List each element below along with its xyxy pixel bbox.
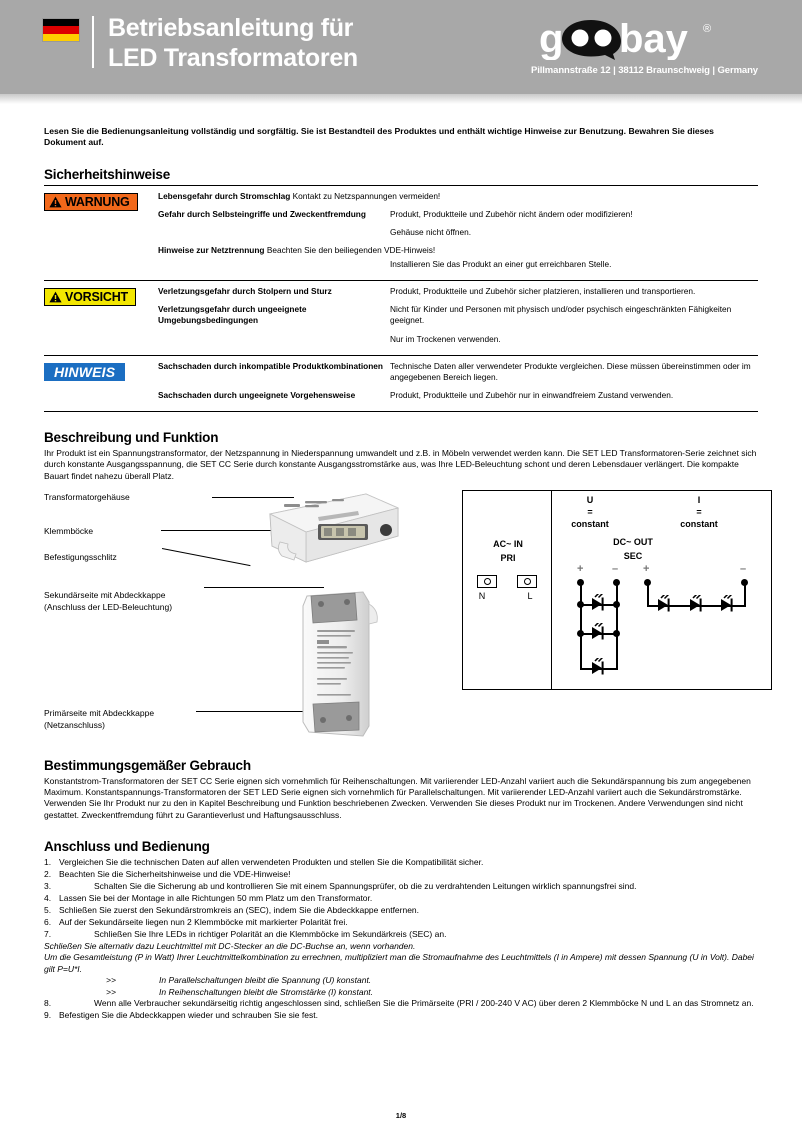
circuit-label-l: L	[527, 590, 533, 601]
circuit-label-sec: SEC	[623, 550, 643, 561]
step-text: Schalten Sie die Sicherung ab und kontrollieren Sie mit einem Spannungsprüfer, ob die zu verdrahtenden Leitungen wirklich spannungsfrei sind.	[94, 881, 637, 892]
safety-row-text: Produkt, Produktteile und Zubehör sicher platzieren, installieren und transportieren.	[390, 286, 696, 297]
safety-row-text: Technische Daten aller verwendeter Produkte vergleichen. Diese müssen übereinstimmen oder im angegebenen Bereich liegen.	[390, 360, 751, 382]
arrow-note	[44, 975, 758, 986]
list-item	[44, 881, 758, 892]
arrow-marker: >>	[106, 975, 116, 986]
arrow-note	[44, 987, 758, 998]
steps-list	[44, 857, 758, 1022]
step-text: Auf der Sekundärseite liegen nun 2 Klemmböcke mit markierter Polarität frei.	[59, 916, 348, 927]
circuit-wire	[616, 582, 618, 650]
polarity-plus-parallel: +	[577, 562, 584, 575]
list-item	[44, 905, 758, 916]
warning-triangle-icon	[49, 196, 62, 208]
circuit-label-pri: PRI	[500, 552, 516, 563]
safety-row	[158, 191, 758, 202]
safety-row-heading: Sachschaden durch ungeeignete Vorgehensweise	[158, 389, 356, 400]
safety-row-text: Kontakt zu Netzspannungen vermeiden!	[292, 190, 441, 201]
list-item	[44, 929, 758, 940]
warning-badge-label: WARNUNG	[65, 194, 130, 209]
warning-rows	[158, 191, 758, 274]
german-flag-icon	[42, 18, 80, 42]
arrow-marker: >>	[106, 986, 116, 997]
figure-label-terminals: Klemmböcke	[44, 525, 94, 536]
led-icon	[589, 623, 607, 643]
safety-row-text: Beachten Sie den beiliegenden VDE-Hinweis!	[266, 245, 436, 256]
safety-row-text: Produkt, Produktteile und Zubehör nicht ändern oder modifizieren!	[390, 208, 633, 219]
circuit-label-u-eq: =	[587, 506, 593, 517]
step-text: Schließen Sie Ihre LEDs in richtiger Polarität an die Klemmböcke im Sekundärkreis (SEC) an.	[94, 928, 447, 939]
notice-badge: HINWEIS	[44, 363, 125, 381]
page-title-line2: LED Transformatoren	[108, 43, 358, 72]
intended-use-text: Konstantstrom-Transformatoren der SET CC Serie eignen sich vornehmlich für Reihenschaltungen. Mit variierender LED-Anzahl variiert auch die Sekundärspannung bis zum angegebenen Maximum. Konstantspannungs-Transformatoren der SET LED Serie eignen sich vornehmlich für Parallelschaltungen. Mit variierender LED-Anzahl variiert auch die Sekundärstromstärke. Verwenden Sie Ihr Produkt nur zu den in Kapitel Beschreibung und Funktion beschriebenen Zwecken. Verwenden Sie dieses Produkt nur im Trockenen. Andere Verwendungen sind nicht gestattet. Zweckentfremdung führt zu Garantieverlust und Haftungsausschluss.	[44, 775, 751, 820]
step-number: 5.	[44, 904, 52, 915]
safety-row-heading: Sachschaden durch inkompatible Produktkombinationen	[158, 360, 383, 371]
circuit-wire	[580, 582, 582, 670]
step-text: Beachten Sie die Sicherheitshinweise und die VDE-Hinweise!	[59, 869, 291, 880]
step-number: 3.	[44, 881, 52, 892]
circuit-label-n: N	[478, 590, 486, 601]
step-text: Lassen Sie bei der Montage in alle Richtungen 50 mm Platz um den Transformator.	[59, 892, 373, 903]
step-number: 4.	[44, 892, 52, 903]
list-item	[44, 917, 758, 928]
terminal-l	[517, 575, 537, 588]
step-text: Vergleichen Sie die technischen Daten auf allen verwendeten Produkten und stellen Sie die Kompatibilität sicher.	[59, 857, 484, 868]
page-title-line1: Betriebsanleitung für	[108, 14, 354, 42]
list-item	[44, 1010, 758, 1021]
figure-label-primary-sub: (Netzanschluss)	[44, 719, 105, 730]
page-header	[0, 0, 802, 94]
svg-text:g: g	[538, 17, 564, 60]
led-icon	[589, 658, 607, 678]
brand-block	[531, 14, 758, 76]
safety-table	[44, 185, 758, 412]
step-number: 9.	[44, 1010, 52, 1021]
list-item	[44, 857, 758, 868]
figure-label-secondary: Sekundärseite mit Abdeckkappe	[44, 589, 166, 600]
warning-badge	[44, 193, 138, 211]
safety-row-heading: Gefahr durch Selbsteingriffe und Zweckentfremdung	[158, 208, 366, 219]
step-text: Schließen Sie zuerst den Sekundärstromkreis an (SEC), indem Sie die Abdeckkappe entfernen.	[59, 904, 420, 915]
notice-rows	[158, 361, 758, 404]
svg-text:®: ®	[702, 23, 712, 35]
polarity-minus-parallel: –	[612, 562, 619, 575]
leader-line-secondary	[204, 587, 324, 588]
safety-row	[158, 304, 758, 326]
safety-row-heading: Lebensgefahr durch Stromschlag	[158, 190, 291, 201]
figure-label-slot: Befestigungsschlitz	[44, 551, 117, 562]
step-number: 7.	[44, 928, 52, 939]
safety-row-text: Produkt, Produktteile und Zubehör nur in einwandfreiem Zustand verwenden.	[390, 389, 674, 400]
safety-row-text: Installieren Sie das Produkt an einer gut erreichbaren Stelle.	[390, 259, 612, 270]
description-text: Ihr Produkt ist ein Spannungstransformator, der Netzspannung in Niederspannung umwandelt und z.B. in Möbeln verwendet werden kann. Die SET LED Transformatoren-Serie zeichnet sich durch konstante Ausgangsspannung, die SET CC Serie durch konstante Ausgangsstromstärke aus, was Ihre LED-Beleuchtung schont und deren Lebensdauer verlängert. Die kompakte Bauart findet nahezu überall Platz.	[44, 448, 757, 481]
terminal-n	[477, 575, 497, 588]
safety-row	[158, 361, 758, 383]
step-text: Befestigen Sie die Abdeckkappen wieder und schrauben Sie sie fest.	[59, 1010, 318, 1021]
italic-note: Um die Gesamtleistung (P in Watt) Ihrer Leuchtmittelkombination zu errechnen, multipliziert man die Stromaufnahme des Leuchtmittels (I in Ampere) mit dessen Spannung (U in Volt). Dabei gilt P=U*I.	[44, 952, 754, 974]
page-body	[0, 126, 802, 1022]
figure-label-primary: Primärseite mit Abdeckkappe	[44, 707, 155, 718]
header-left-group	[0, 0, 358, 73]
step-number: 1.	[44, 857, 52, 868]
section-title-safety: Sicherheitshinweise	[44, 166, 170, 182]
caution-rows	[158, 286, 758, 347]
safety-row	[158, 209, 758, 220]
circuit-label-i-eq: =	[696, 506, 702, 517]
led-icon	[589, 594, 607, 614]
led-icon	[687, 595, 705, 615]
arrow-note-text: In Parallelschaltungen bleibt die Spannung (U) konstant.	[159, 975, 372, 986]
list-item	[44, 893, 758, 904]
intro-text: Lesen Sie die Bedienungsanleitung vollständig und sorgfältig. Sie ist Bestandteil des Produktes und enthält wichtige Hinweise zur Benutzung. Bewahren Sie dieses Dokument auf.	[44, 126, 714, 148]
safety-row-heading: Verletzungsgefahr durch Stolpern und Sturz	[158, 286, 332, 297]
safety-row-text: Nicht für Kinder und Personen mit physisch und/oder psychisch eingeschränkten Fähigkeiten geeignet.	[390, 304, 732, 326]
list-item	[44, 869, 758, 880]
header-divider	[92, 16, 94, 68]
section-title-intended-use: Bestimmungsgemäßer Gebrauch	[44, 757, 251, 773]
circuit-label-dc-out: DC~ OUT	[613, 536, 653, 547]
safety-block-notice	[44, 355, 758, 412]
circuit-label-i: I	[697, 494, 701, 505]
circuit-diagram	[462, 490, 772, 690]
step-number: 2.	[44, 869, 52, 880]
caution-badge-cell	[44, 286, 158, 347]
notice-badge-cell	[44, 361, 158, 404]
safety-row	[158, 286, 758, 297]
figure-label-housing: Transformatorgehäuse	[44, 491, 130, 502]
list-item	[44, 998, 758, 1009]
goobay-logo-icon	[531, 14, 751, 60]
safety-block-caution	[44, 280, 758, 354]
company-address: Pillmannstraße 12 | 38112 Braunschweig | Germany	[530, 65, 758, 76]
circuit-divider	[551, 491, 552, 689]
circuit-wire	[647, 582, 649, 607]
page-title	[108, 14, 358, 73]
circuit-wire	[616, 649, 618, 670]
leader-line-slot	[162, 548, 251, 567]
warning-triangle-icon	[49, 291, 62, 303]
svg-text:bay: bay	[618, 17, 688, 60]
safety-block-warning	[44, 185, 758, 281]
safety-row-heading: Hinweise zur Netztrennung	[158, 245, 265, 256]
polarity-plus-series: +	[643, 562, 650, 575]
safety-row	[158, 390, 758, 401]
safety-row-heading: Verletzungsgefahr durch ungeeignete Umgebungsbedingungen	[158, 304, 307, 326]
safety-row-text: Gehäuse nicht öffnen.	[390, 226, 472, 237]
page-footer: 1/8	[395, 1111, 407, 1120]
led-icon	[655, 595, 673, 615]
circuit-label-u-const: constant	[571, 518, 609, 529]
caution-badge-label: VORSICHT	[65, 290, 128, 305]
italic-note: Schließen Sie alternativ dazu Leuchtmittel mit DC-Stecker an die DC-Buchse an, wenn vorhanden.	[44, 940, 416, 951]
led-icon	[718, 595, 736, 615]
arrow-note-text: In Reihenschaltungen bleibt die Stromstärke (I) konstant.	[159, 986, 374, 997]
circuit-wire	[744, 582, 746, 607]
safety-row-text: Nur im Trockenen verwenden.	[390, 333, 501, 344]
circuit-label-ac-in: AC~ IN	[493, 538, 523, 549]
product-figure-area	[44, 490, 758, 740]
step-number: 8.	[44, 998, 52, 1009]
figure-label-secondary-sub: (Anschluss der LED-Beleuchtung)	[44, 601, 173, 612]
safety-row	[158, 245, 758, 256]
header-shadow	[0, 94, 802, 104]
circuit-label-i-const: constant	[680, 518, 718, 529]
section-title-connection: Anschluss und Bedienung	[44, 839, 210, 855]
goobay-logo	[531, 14, 751, 58]
product-photo-top	[262, 492, 404, 578]
product-photo-bottom	[289, 590, 385, 738]
circuit-label-u: U	[586, 494, 594, 505]
caution-badge	[44, 288, 136, 306]
polarity-minus-series: –	[740, 562, 747, 575]
section-title-description: Beschreibung und Funktion	[44, 430, 219, 445]
step-number: 6.	[44, 916, 52, 927]
step-text: Wenn alle Verbraucher sekundärseitig richtig angeschlossen sind, schließen Sie die Primärseite (PRI / 200-240 V AC) über deren 2 Klemmböcke N und L an das Stromnetz an.	[94, 998, 754, 1009]
warning-badge-cell	[44, 191, 158, 274]
